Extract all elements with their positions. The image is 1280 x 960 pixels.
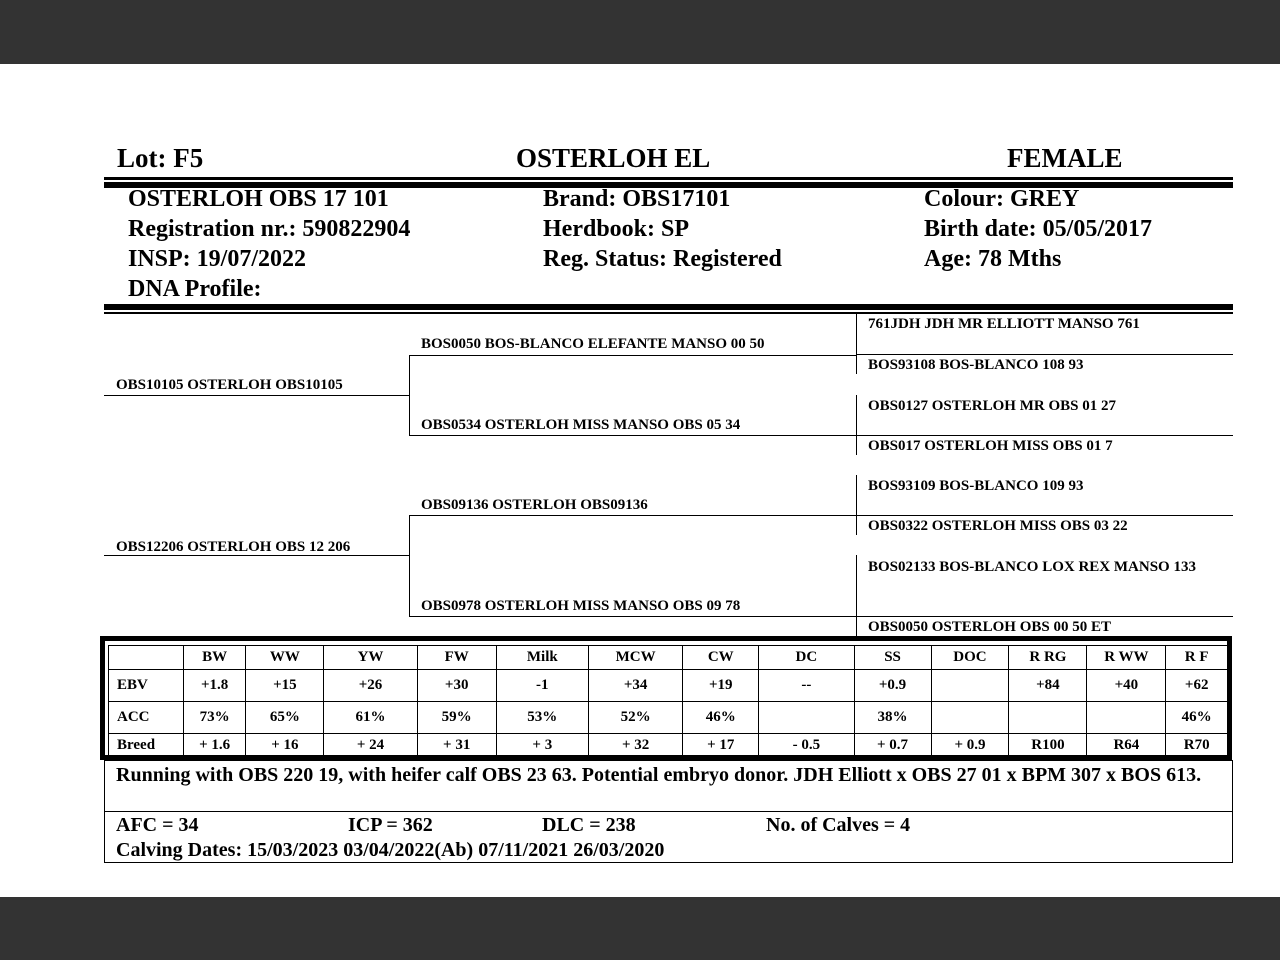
pedigree-gg-1: 761JDH JDH MR ELLIOTT MANSO 761	[868, 316, 1140, 332]
ebv-col-header: DOC	[931, 646, 1009, 670]
ebv-row-acc	[109, 702, 1228, 734]
ebv-cell: + 3	[496, 734, 588, 758]
ebv-col-header: CW	[683, 646, 759, 670]
ebv-cell	[1087, 702, 1166, 734]
ebv-col-header: FW	[417, 646, 496, 670]
gg-bracket-1	[856, 314, 857, 374]
ebv-cell: 46%	[683, 702, 759, 734]
ebv-col-header: R WW	[1087, 646, 1166, 670]
pedigree-dam-dam: OBS0978 OSTERLOH MISS MANSO OBS 09 78	[421, 598, 741, 614]
ebv-cell	[1009, 702, 1087, 734]
ebv-cell: + 24	[324, 734, 417, 758]
pedigree-sire: OBS10105 OSTERLOH OBS10105	[116, 377, 343, 393]
ebv-cell: + 0.7	[854, 734, 931, 758]
pedigree-gg-4: OBS017 OSTERLOH MISS OBS 01 7	[868, 438, 1113, 454]
ebv-col-header: WW	[246, 646, 324, 670]
info-colour: Colour: GREY	[924, 186, 1080, 212]
ebv-cell: -1	[496, 670, 588, 702]
ebv-row-label: EBV	[109, 670, 184, 702]
afc-value: AFC = 34	[116, 814, 199, 836]
ebv-cell: +84	[1009, 670, 1087, 702]
pedigree-dam: OBS12206 OSTERLOH OBS 12 206	[116, 539, 351, 555]
ebv-cell	[931, 702, 1009, 734]
ebv-header-row	[109, 646, 1228, 670]
ebv-cell: --	[759, 670, 854, 702]
remarks-divider	[104, 811, 1233, 812]
ebv-cell: R64	[1087, 734, 1166, 758]
lot-label: Lot: F5	[117, 143, 204, 173]
calving-dates: Calving Dates: 15/03/2023 03/04/2022(Ab) 07/11/2021 26/03/2020	[116, 839, 665, 861]
ebv-col-header: SS	[854, 646, 931, 670]
pedigree-gg-6: OBS0322 OSTERLOH MISS OBS 03 22	[868, 518, 1128, 534]
ebv-cell: 53%	[496, 702, 588, 734]
ebv-cell: R100	[1009, 734, 1087, 758]
pedigree-gg-3: OBS0127 OSTERLOH MR OBS 01 27	[868, 398, 1116, 414]
ebv-cell: 65%	[246, 702, 324, 734]
ebv-col-header: R F	[1166, 646, 1228, 670]
ss-line	[409, 355, 856, 356]
ebv-cell: + 0.9	[931, 734, 1009, 758]
info-brand: Brand: OBS17101	[543, 186, 731, 212]
info-birth-date: Birth date: 05/05/2017	[924, 216, 1152, 242]
ebv-cell: - 0.5	[759, 734, 854, 758]
ebv-cell: +34	[588, 670, 682, 702]
ebv-cell: + 16	[246, 734, 324, 758]
dam-line	[104, 555, 409, 556]
ebv-cell: +40	[1087, 670, 1166, 702]
info-divider-thick	[104, 304, 1233, 310]
bottom-dark-bar	[0, 897, 1280, 960]
ebv-cell: + 32	[588, 734, 682, 758]
ebv-cell: + 17	[683, 734, 759, 758]
sire-line	[104, 395, 409, 396]
dam-bracket	[409, 516, 410, 616]
ebv-cell: 46%	[1166, 702, 1228, 734]
ebv-cell: 38%	[854, 702, 931, 734]
calves-count: No. of Calves = 4	[766, 814, 911, 836]
ebv-col-header: YW	[324, 646, 417, 670]
ebv-cell: + 1.6	[183, 734, 246, 758]
ebv-cell: 73%	[183, 702, 246, 734]
info-age: Age: 78 Mths	[924, 246, 1062, 272]
sex-label: FEMALE	[1007, 143, 1123, 173]
gg-bracket-3	[856, 475, 857, 535]
ebv-cell: 59%	[417, 702, 496, 734]
ebv-row-ebv	[109, 670, 1228, 702]
pedigree-sire-sire: BOS0050 BOS-BLANCO ELEFANTE MANSO 00 50	[421, 336, 765, 352]
info-registration: Registration nr.: 590822904	[128, 216, 411, 242]
pedigree-gg-7: BOS02133 BOS-BLANCO LOX REX MANSO 133	[868, 559, 1196, 575]
ebv-col-header: MCW	[588, 646, 682, 670]
ebv-cell: + 31	[417, 734, 496, 758]
ebv-col-header: Milk	[496, 646, 588, 670]
ebv-col-header: R RG	[1009, 646, 1087, 670]
info-insp: INSP: 19/07/2022	[128, 246, 307, 272]
ebv-cell: +19	[683, 670, 759, 702]
info-reg-status: Reg. Status: Registered	[543, 246, 782, 272]
ebv-cell: +15	[246, 670, 324, 702]
ebv-col-header: DC	[759, 646, 854, 670]
ebv-col-header: BW	[183, 646, 246, 670]
header-divider	[104, 177, 1233, 180]
ebv-cell: +1.8	[183, 670, 246, 702]
ebv-row-label: Breed	[109, 734, 184, 758]
ds-line	[409, 515, 856, 516]
pedigree-dam-sire: OBS09136 OSTERLOH OBS09136	[421, 497, 648, 513]
info-herdbook: Herdbook: SP	[543, 216, 690, 242]
sd-line	[409, 435, 856, 436]
pedigree-gg-2: BOS93108 BOS-BLANCO 108 93	[868, 357, 1084, 373]
remarks-text: Running with OBS 220 19, with heifer calf OBS 23 63. Potential embryo donor. JDH Elliott x OBS 27 01 x BPM 307 x BOS 613.	[116, 764, 1202, 786]
ebv-row-breed	[109, 734, 1228, 758]
info-full-name: OSTERLOH OBS 17 101	[128, 186, 389, 212]
pedigree-sire-dam: OBS0534 OSTERLOH MISS MANSO OBS 05 34	[421, 417, 741, 433]
ebv-cell: 52%	[588, 702, 682, 734]
ebv-cell	[759, 702, 854, 734]
ebv-table	[108, 645, 1228, 758]
sire-bracket	[409, 355, 410, 436]
icp-value: ICP = 362	[348, 814, 433, 836]
ebv-cell: +62	[1166, 670, 1228, 702]
ebv-cell	[931, 670, 1009, 702]
ebv-cell: +26	[324, 670, 417, 702]
ebv-row-label: ACC	[109, 702, 184, 734]
animal-name: OSTERLOH EL	[516, 143, 711, 173]
dlc-value: DLC = 238	[542, 814, 636, 836]
gg-bracket-4	[856, 555, 857, 637]
pedigree-gg-8: OBS0050 OSTERLOH OBS 00 50 ET	[868, 619, 1111, 635]
ebv-col-header	[109, 646, 184, 670]
ebv-cell: +0.9	[854, 670, 931, 702]
gg-bracket-2	[856, 395, 857, 455]
dd-line	[409, 616, 856, 617]
info-dna-profile: DNA Profile:	[128, 276, 262, 302]
top-dark-bar	[0, 0, 1280, 64]
ebv-cell: R70	[1166, 734, 1228, 758]
pedigree-gg-5: BOS93109 BOS-BLANCO 109 93	[868, 478, 1084, 494]
ebv-cell: +30	[417, 670, 496, 702]
ebv-cell: 61%	[324, 702, 417, 734]
